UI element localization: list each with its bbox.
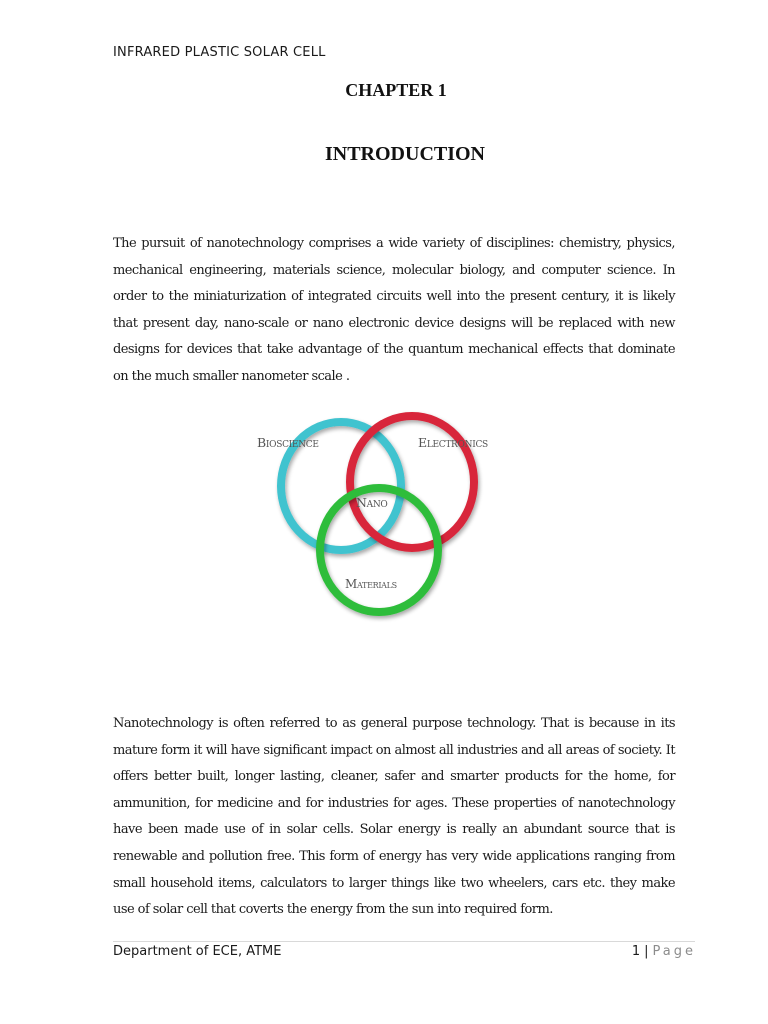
intro-paragraph-2: Nanotechnology is often referred to as general purpose technology. That is because in its mature form it will have significant impact on almost all industries and all areas of society. It offers better built, longer lasting, cleaner, safer and smarter products for the home, for ammunition, for medicine and for industries for ages. These properties of nanotechnology have been made use of in solar cells. Solar energy is really an abundant source that is renewable and pollution free. This form of energy has very wide applications ranging from small household items, calculators to larger things like two wheelers, cars etc. they make use of solar cell that coverts the energy from the sun into required form. <box>113 716 675 918</box>
nanotechnology-venn-diagram <box>253 402 509 624</box>
footer-page-indicator <box>632 944 696 959</box>
page-number: 1 <box>631 944 641 959</box>
intro-paragraph-1: The pursuit of nanotechnology comprises a wide variety of disciplines: chemistry, physics, mechanical engineering, materials science, molecular biology, and computer science. In order to the miniaturization of integrated circuits well into the present century, it is likely that present day, nano-scale or nano electronic device designs will be replaced with new designs for devices that take advantage of the quantum mechanical effects that dominate on the much smaller nanometer scale . <box>113 236 675 384</box>
label-bioscience: Bioscience <box>257 435 319 450</box>
chapter-title: INTRODUCTION <box>324 143 486 165</box>
footer-divider <box>113 941 695 942</box>
footer-department: Department of ECE, ATME <box>113 944 282 959</box>
label-electronics: Electronics <box>418 435 488 450</box>
label-nano: Nano <box>356 495 388 510</box>
label-materials: Materials <box>345 577 397 591</box>
page-separator: | <box>644 944 649 959</box>
page-word: Page <box>652 944 696 959</box>
running-header: INFRARED PLASTIC SOLAR CELL <box>113 45 326 60</box>
chapter-label: CHAPTER 1 <box>345 80 447 100</box>
